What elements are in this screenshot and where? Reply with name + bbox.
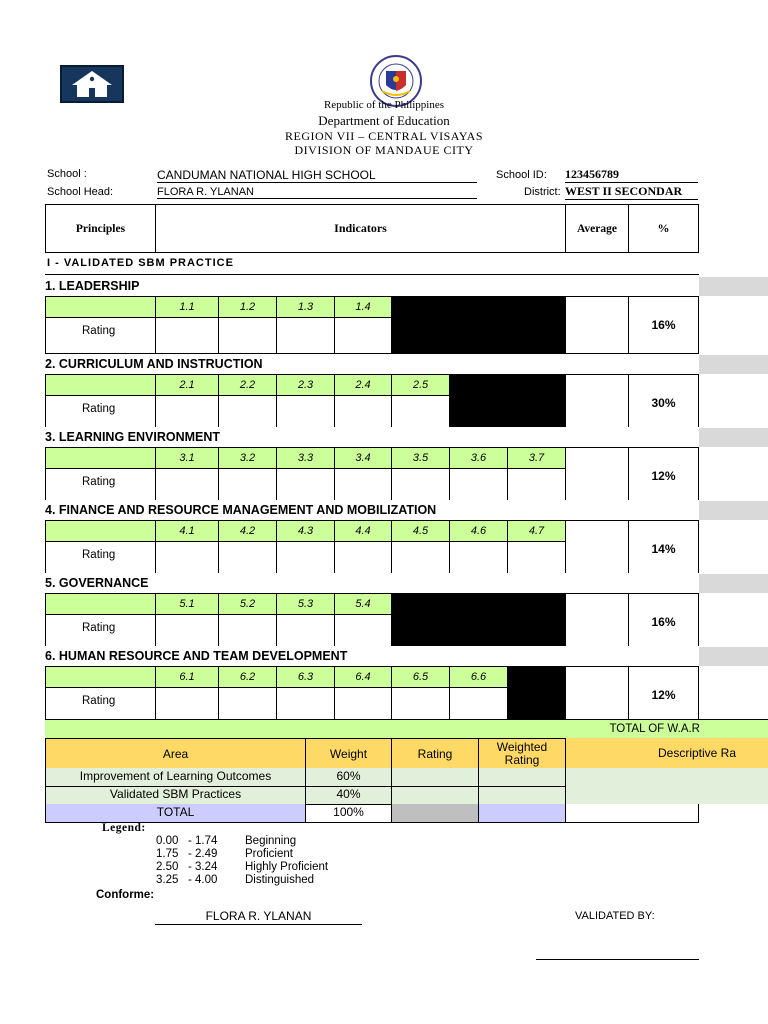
area-header: Area bbox=[45, 738, 306, 769]
average-header: Average bbox=[565, 204, 629, 253]
indicator-number: 1.3 bbox=[276, 296, 335, 318]
indicator-number: 2.1 bbox=[155, 374, 219, 396]
indicator-number: 3.1 bbox=[155, 447, 219, 469]
indicator-number: 6.5 bbox=[391, 666, 450, 688]
indicator-row-label-cell bbox=[45, 374, 156, 396]
summary-total-weight: 100% bbox=[305, 804, 392, 823]
indicator-number: 3.7 bbox=[507, 447, 566, 469]
summary-total-weighted[interactable] bbox=[478, 804, 566, 823]
principles-header: Principles bbox=[45, 204, 156, 253]
weight-percent: 30% bbox=[628, 374, 699, 432]
legend-label: Proficient bbox=[245, 848, 293, 860]
weight-header: Weight bbox=[305, 738, 392, 769]
weight-percent: 14% bbox=[628, 520, 699, 578]
legend-title: Legend: bbox=[102, 822, 146, 834]
indicator-number: 5.3 bbox=[276, 593, 335, 615]
average-cell[interactable] bbox=[565, 296, 629, 354]
summary-weighted-2[interactable] bbox=[478, 786, 566, 805]
group-title: 3. LEARNING ENVIRONMENT bbox=[45, 430, 221, 444]
signatory-name: FLORA R. YLANAN bbox=[155, 909, 362, 925]
legend-range: 2.50 - 3.24 bbox=[156, 861, 218, 873]
indicator-number: 1.1 bbox=[155, 296, 219, 318]
indicator-number: 2.2 bbox=[218, 374, 277, 396]
indicator-number: 4.6 bbox=[449, 520, 508, 542]
indicator-number: 2.5 bbox=[391, 374, 450, 396]
legend-range: 0.00 - 1.74 bbox=[156, 835, 218, 847]
indicator-number: 3.6 bbox=[449, 447, 508, 469]
school-name-field[interactable]: CANDUMAN NATIONAL HIGH SCHOOL bbox=[157, 168, 477, 183]
indicator-number: 4.3 bbox=[276, 520, 335, 542]
rating-label: Rating bbox=[82, 622, 116, 634]
school-label: School : bbox=[47, 168, 87, 180]
descriptive-rating-header bbox=[565, 738, 768, 769]
indicator-number: 6.3 bbox=[276, 666, 335, 688]
republic-text: Republic of the Philippines bbox=[323, 99, 445, 111]
indicator-number: 5.4 bbox=[334, 593, 392, 615]
legend-range: 3.25 - 4.00 bbox=[156, 874, 218, 886]
percent-header: % bbox=[628, 204, 699, 253]
indicator-number: 6.2 bbox=[218, 666, 277, 688]
indicator-number: 6.4 bbox=[334, 666, 392, 688]
unused-indicator-block bbox=[391, 296, 566, 354]
group-title-band bbox=[699, 574, 768, 593]
section-title-row bbox=[45, 254, 699, 275]
indicator-number: 4.7 bbox=[507, 520, 566, 542]
group-title: 2. CURRICULUM AND INSTRUCTION bbox=[45, 357, 263, 371]
house-icon bbox=[62, 67, 122, 101]
district-label: District: bbox=[524, 186, 561, 198]
descriptive-rating-header-text: Descriptive Ra bbox=[657, 746, 737, 760]
legend-range: 1.75 - 2.49 bbox=[156, 848, 218, 860]
indicator-number: 6.1 bbox=[155, 666, 219, 688]
summary-weighted-1[interactable] bbox=[478, 768, 566, 787]
indicator-number: 4.1 bbox=[155, 520, 219, 542]
total-war-label: TOTAL OF W.A.R bbox=[609, 723, 700, 735]
indicator-row-label-cell bbox=[45, 520, 156, 542]
rating-label: Rating bbox=[82, 403, 116, 415]
summary-total-rating[interactable] bbox=[391, 804, 479, 823]
school-head-label: School Head: bbox=[47, 186, 114, 198]
indicator-number: 5.2 bbox=[218, 593, 277, 615]
indicator-number: 3.4 bbox=[334, 447, 392, 469]
validated-by-label: VALIDATED BY: bbox=[575, 910, 655, 922]
indicator-number: 2.3 bbox=[276, 374, 335, 396]
department-text: Department of Education bbox=[318, 113, 450, 128]
indicator-rating-input[interactable] bbox=[155, 317, 219, 354]
summary-total-label: TOTAL bbox=[45, 804, 306, 823]
weight-percent: 12% bbox=[628, 666, 699, 724]
weight-percent: 16% bbox=[628, 593, 699, 651]
rating-label: Rating bbox=[82, 325, 116, 337]
summary-rating-1[interactable] bbox=[391, 768, 479, 787]
summary-weight-2: 40% bbox=[305, 786, 392, 805]
school-head-field[interactable]: FLORA R. YLANAN bbox=[157, 186, 477, 199]
school-id-label: School ID: bbox=[496, 169, 547, 181]
indicator-number: 4.4 bbox=[334, 520, 392, 542]
rating-label: Rating bbox=[82, 549, 116, 561]
unused-indicator-block bbox=[449, 374, 566, 432]
division-text: DIVISION OF MANDAUE CITY bbox=[294, 143, 474, 157]
indicator-number: 3.2 bbox=[218, 447, 277, 469]
summary-area-2: Validated SBM Practices bbox=[45, 786, 306, 805]
legend-label: Highly Proficient bbox=[245, 861, 329, 873]
rating-label: Rating bbox=[82, 476, 116, 488]
unused-indicator-block bbox=[507, 666, 566, 724]
indicator-number: 4.5 bbox=[391, 520, 450, 542]
rating-header: Rating bbox=[391, 738, 479, 769]
weight-percent: 16% bbox=[628, 296, 699, 354]
indicator-row-label-cell bbox=[45, 593, 156, 615]
indicator-number: 1.4 bbox=[334, 296, 392, 318]
average-cell[interactable] bbox=[565, 593, 629, 651]
group-title-row bbox=[45, 276, 699, 296]
average-cell[interactable] bbox=[565, 447, 629, 505]
indicator-row-label-cell bbox=[45, 296, 156, 318]
indicator-number: 3.5 bbox=[391, 447, 450, 469]
group-title-band bbox=[699, 428, 768, 447]
group-title-band bbox=[699, 277, 768, 296]
group-title-band bbox=[699, 355, 768, 374]
conforme-label: Conforme: bbox=[96, 889, 155, 901]
school-id-field[interactable]: 123456789 bbox=[565, 167, 698, 183]
region-text: REGION VII – CENTRAL VISAYAS bbox=[284, 129, 483, 143]
indicator-rating-input[interactable] bbox=[218, 317, 277, 354]
indicator-row-label-cell bbox=[45, 447, 156, 469]
group-title: 6. HUMAN RESOURCE AND TEAM DEVELOPMENT bbox=[45, 649, 348, 663]
indicator-rating-input[interactable] bbox=[334, 317, 392, 354]
group-title: 1. LEADERSHIP bbox=[45, 279, 140, 293]
indicator-rating-input[interactable] bbox=[276, 317, 335, 354]
district-field[interactable]: WEST II SECONDAR bbox=[565, 184, 698, 200]
indicator-number: 6.6 bbox=[449, 666, 508, 688]
legend-label: Distinguished bbox=[245, 874, 315, 886]
group-title-band bbox=[699, 647, 768, 666]
legend-label: Beginning bbox=[245, 835, 297, 847]
average-cell[interactable] bbox=[565, 666, 629, 724]
indicator-row-label-cell bbox=[45, 666, 156, 688]
section-title: I - VALIDATED SBM PRACTICE bbox=[47, 257, 234, 269]
total-war-row bbox=[45, 719, 768, 739]
indicator-number: 3.3 bbox=[276, 447, 335, 469]
group-title: 4. FINANCE AND RESOURCE MANAGEMENT AND MOBILIZATION bbox=[45, 503, 437, 517]
weighted-rating-header: Weighted Rating bbox=[478, 738, 566, 769]
group-title-band bbox=[699, 501, 768, 520]
weight-percent: 12% bbox=[628, 447, 699, 505]
average-cell[interactable] bbox=[565, 374, 629, 432]
group-title: 5. GOVERNANCE bbox=[45, 576, 149, 590]
summary-total-descriptive[interactable] bbox=[565, 804, 699, 823]
validator-signature-line[interactable] bbox=[536, 959, 699, 960]
average-cell[interactable] bbox=[565, 520, 629, 578]
home-icon[interactable] bbox=[60, 65, 124, 103]
indicator-number: 4.2 bbox=[218, 520, 277, 542]
indicators-header: Indicators bbox=[155, 204, 566, 253]
rating-label: Rating bbox=[82, 695, 116, 707]
summary-rating-2[interactable] bbox=[391, 786, 479, 805]
indicator-number: 5.1 bbox=[155, 593, 219, 615]
summary-area-1: Improvement of Learning Outcomes bbox=[45, 768, 306, 787]
indicator-number: 2.4 bbox=[334, 374, 392, 396]
summary-weight-1: 60% bbox=[305, 768, 392, 787]
unused-indicator-block bbox=[391, 593, 566, 651]
indicator-number: 1.2 bbox=[218, 296, 277, 318]
